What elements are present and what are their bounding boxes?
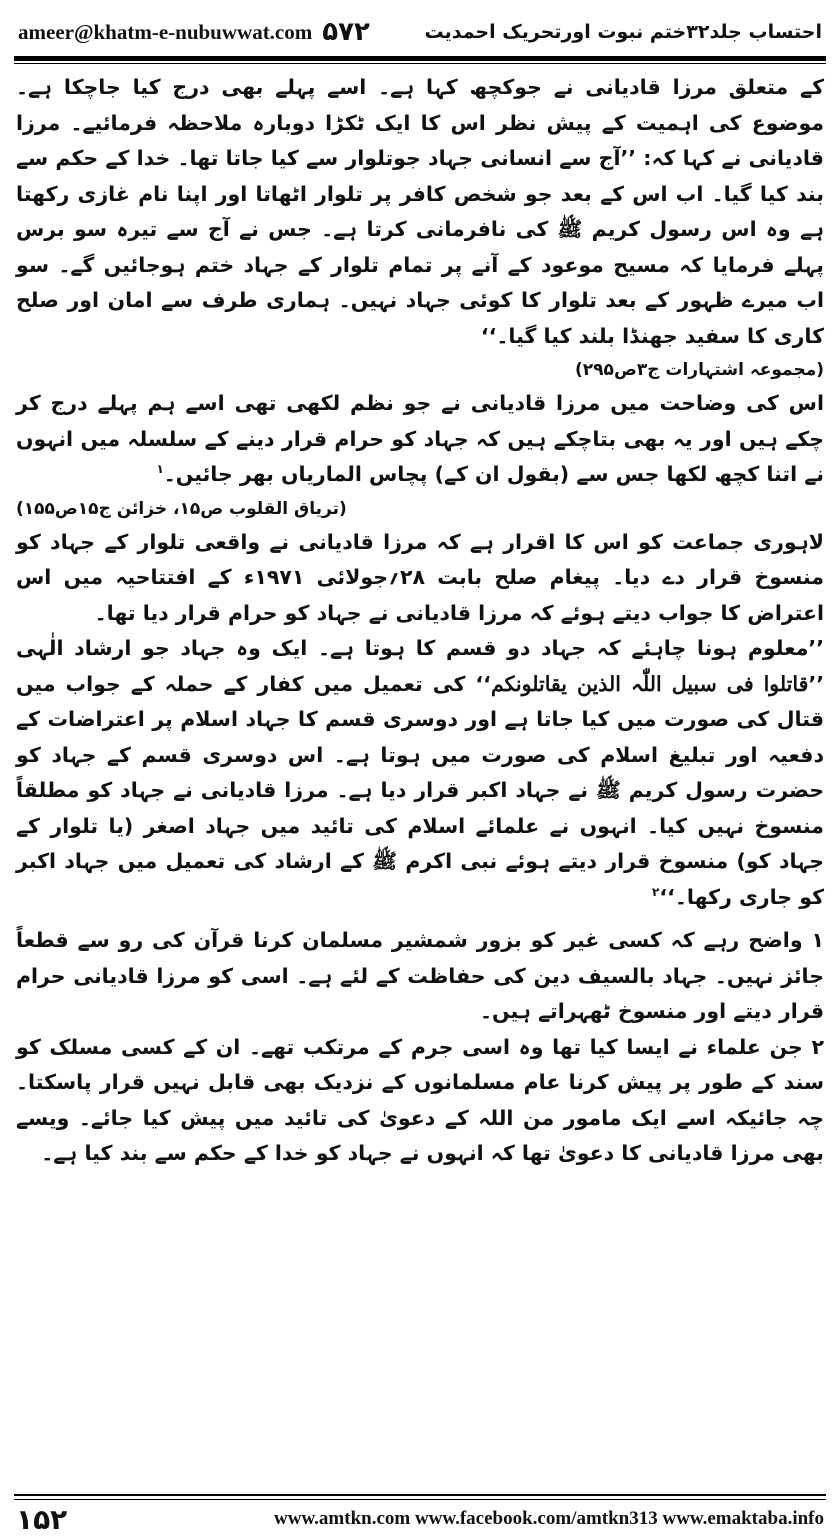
footnote-marker-2: ۲ [652, 884, 660, 899]
header-thin-rule [14, 63, 826, 64]
paragraph-2 [16, 386, 824, 493]
quote-text-part-2: ‘‘ کی تعمیل میں کفار کے حملہ کے جواب میں قتال کی صورت میں کیا جاتا ہے اور دوسری قسم کا جہاد اسلام پر اعتراضات کے دفعیہ اور تبلیغ اسلام کی صورت میں ہوتا ہے۔ اس دوسری قسم کے جہاد کو حضرت رسول کریم ﷺ نے جہاد اکبر قرار دیا ہے۔ مرزا قادیانی نے جہاد کو مطلقاً منسوخ نہیں کیا۔ انہوں نے علمائے اسلام کی تائید میں جہاد اصغر (یا تلوار کے جہاد کو) منسوخ قرار دیتے ہوئے نبی اکرم ﷺ کے ارشاد کی تعمیل میں جہاد اکبر کو جاری رکھا۔‘‘ [16, 671, 824, 909]
footer-thick-rule [14, 1494, 826, 1496]
paragraph-2-text: اس کی وضاحت میں مرزا قادیانی نے جو نظم لکھی تھی اسے ہم پہلے درج کر چکے ہیں اور یہ بھی بتاچکے ہیں کہ جہاد کو حرام قرار دینے کے سلسلہ میں انہوں نے اتنا کچھ لکھا جس سے (بقول ان کے) پچاس الماریاں بھر جائیں۔ [16, 391, 824, 486]
footer-thin-rule [14, 1499, 826, 1500]
quran-quote: قاتلوا فی سبیل اللّٰہ الذین یقاتلونکم [490, 671, 809, 696]
footnote-1: ۱ واضح رہے کہ کسی غیر کو بزور شمشیر مسلمان کرنا قرآن کی رو سے قطعاً جائز نہیں۔ جہاد بالسیف دین کی حفاظت کے لئے ہے۔ اسی کو مرزا قادیانی حرام قرار دیتے اور منسوخ ٹھہراتے ہیں۔ [16, 928, 824, 1023]
reference-2: (تریاق القلوب ص۱۵، خزائن ج۱۵ص۱۵۵) [16, 498, 347, 519]
footnote-marker-1: ۱ [156, 462, 164, 477]
footer-links[interactable]: www.amtkn.com www.facebook.com/amtkn313 www.emaktaba.info [274, 1508, 824, 1529]
paragraph-3: لاہوری جماعت کو اس کا اقرار ہے کہ مرزا قادیانی نے واقعی تلوار کے جہاد کو منسوخ قرار دے دیا۔ پیغام صلح بابت ۲۸؍جولائی ۱۹۷۱ء کے افتتاحیہ میں اس اعتراض کا جواب دیتے ہوئے کہ مرزا قادیانی نے جہاد کو حرام قرار دیا تھا۔ [16, 529, 824, 625]
reference-1: (مجموعہ اشتہارات ج۳ص۲۹۵) [575, 360, 824, 380]
paragraph-4-quote [16, 631, 824, 915]
quote-text-part-1: ’’معلوم ہونا چاہئے کہ جہاد دو قسم کا ہوتا ہے۔ ایک وہ جہاد جو ارشاد الٰہی ’’ [16, 636, 825, 696]
paragraph-1: کے متعلق مرزا قادیانی نے جوکچھ کہا ہے۔ اسے پہلے بھی درج کیا جاچکا ہے۔ موضوع کی اہمیت کے پیش نظر اس کا ایک ٹکڑا دوبارہ ملاحظہ فرمائیے۔ مرزا قادیانی نے کہا کہ: ’’آج سے انسانی جہاد جوتلوار سے کیا جاتا تھا۔ خدا کے حکم سے بند کیا گیا۔ اب اس کے بعد جو شخص کافر پر تلوار اٹھاتا اور اپنا نام غازی رکھتا ہے وہ اس رسول کریم ﷺ کی نافرمانی کرتا ہے۔ جس نے آج سے تیرہ سو برس پہلے فرمایا کہ مسیح موعود کے آنے پر تمام تلوار کے جہاد ختم ہوجائیں گے۔ سو اب میرے ظہور کے بعد تلوار کا کوئی جہاد نہیں۔ ہماری طرف سے امان اور صلح کاری کا سفید جھنڈا بلند کیا گیا۔‘‘ [16, 75, 824, 348]
header-left [18, 17, 370, 47]
header-book-title: احتساب جلد۳۲ختم نبوت اورتحریک احمدیت [424, 21, 822, 43]
page-header [18, 14, 822, 50]
header-thick-rule [14, 56, 826, 61]
footer-page-number: ۱۵۲ [16, 1502, 68, 1536]
header-email: ameer@khatm-e-nubuwwat.com [18, 19, 313, 44]
page-body [16, 70, 824, 1485]
footnote-2: ۲ جن علماء نے ایسا کیا تھا وہ اسی جرم کے مرتکب تھے۔ ان کے کسی مسلک کو سند کے طور پر پیش کرنا عام مسلمانوں کے نزدیک بھی قابل نہیں قرار پاسکتا۔ چہ جائیکہ اسے ایک مامور من اللہ کے دعویٰ کی تائید میں پیش کیا جائے۔ ویسے بھی مرزا قادیانی کا دعویٰ تھا کہ انہوں نے جہاد کو خدا کے حکم سے بند کیا ہے۔ [16, 1034, 824, 1165]
header-page-number: ۵۷۲ [322, 17, 370, 47]
page-footer [16, 1503, 824, 1535]
